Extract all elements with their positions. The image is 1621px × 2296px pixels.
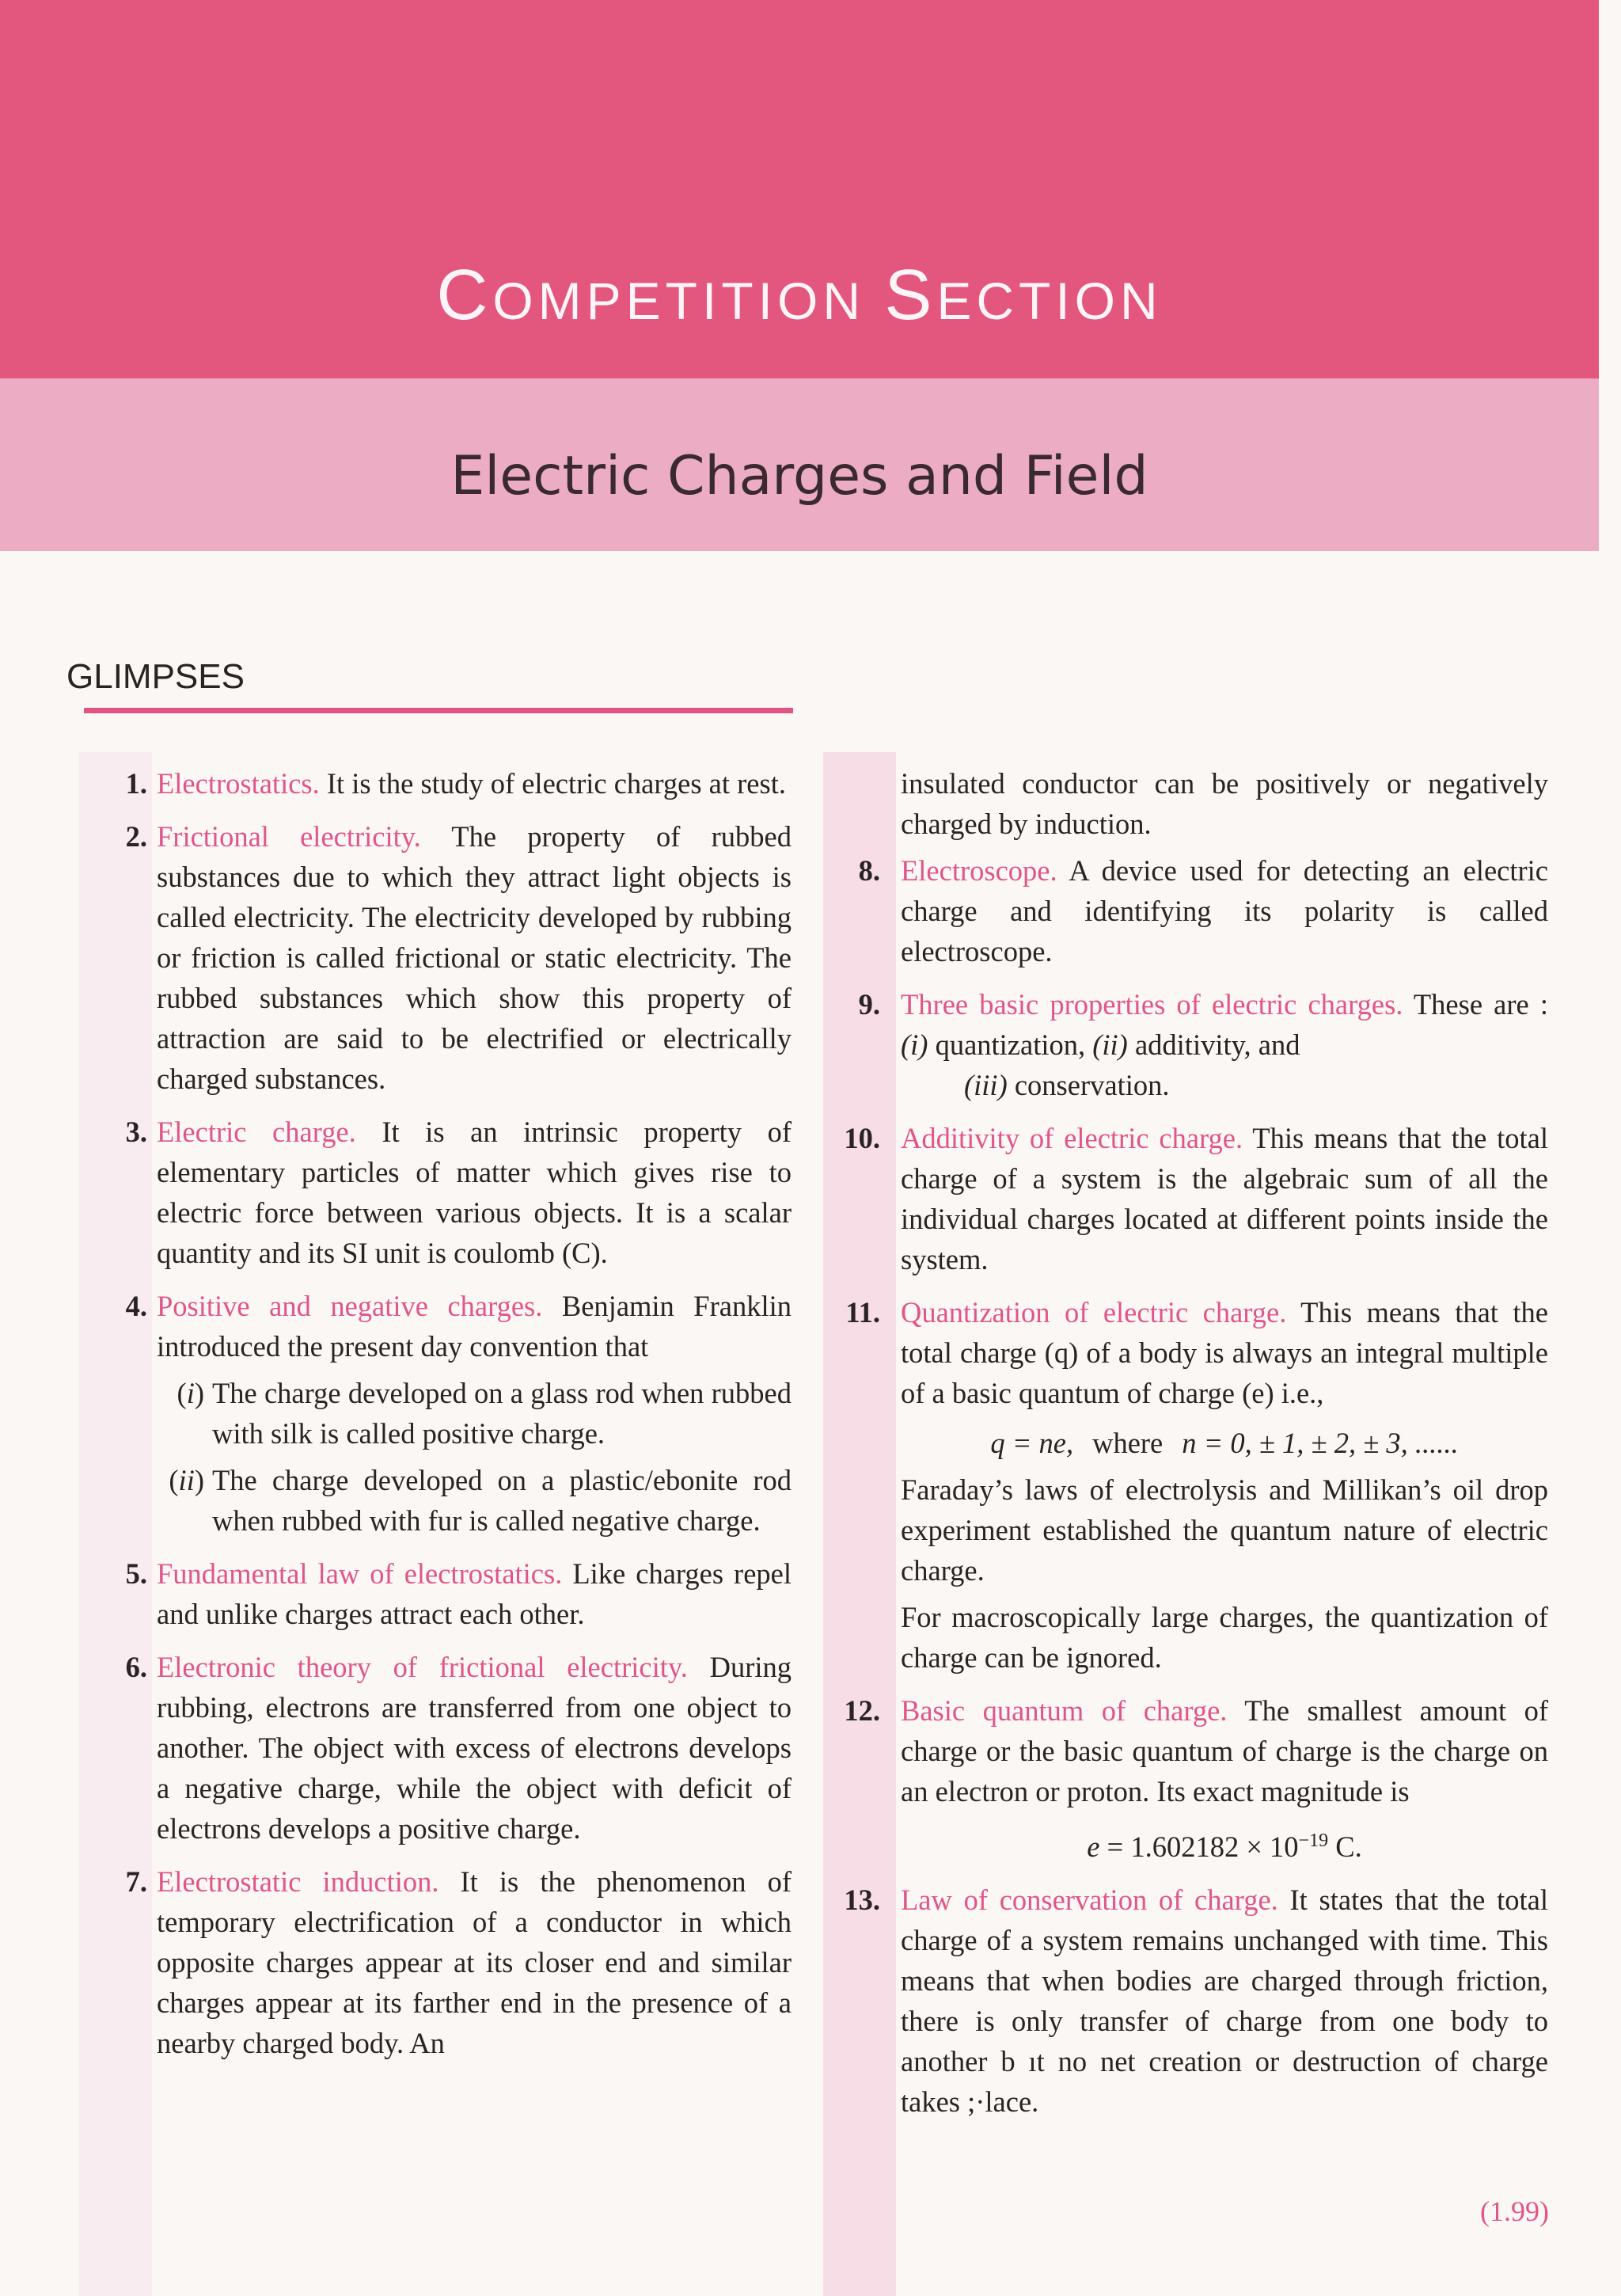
list-item: 7. Electrostatic induction. It is the phenomenon of temporary electrification of a conductor in which opposite charges appear at its closer end and similar charges appear at its farther end in the presence of a nearby charged body. An	[125, 1865, 792, 2059]
left-column	[87, 763, 792, 2076]
list-item: 6. Electronic theory of frictional electricity. During rubbing, electrons are transferred from one object to another. The object with excess of electrons develops a negative charge, while the object with deficit of electrons develops a positive charge.	[125, 1651, 792, 1845]
item-heading: Positive and negative charges.	[157, 1290, 543, 1322]
item-heading: Three basic properties of electric charges.	[901, 988, 1403, 1021]
electron-charge-formula: $e = 1.602182 \times 10^{-19}$ C.	[1087, 1830, 1362, 1864]
list-item: 11. Quantization of electric charge. This means that the total charge (q) of a body is always an integral multiple of a basic quantum of charge (e) i.e., q = ne, where n = 0, ± 1, ± 2, ± 3, ...... Faraday’s laws of electrolysis and Millikan’s oil drop experiment established the quantum nature of electric charge. For macroscopically large charges, the quantization of charge can be ignored.	[831, 1292, 1548, 1678]
item-heading: Fundamental law of electrostatics.	[157, 1557, 563, 1590]
sub-item: (ii) The charge developed on a plastic/ebonite rod when rubbed with fur is called negative charge.	[169, 1464, 792, 1537]
page-number: (1.99)	[1480, 2195, 1549, 2227]
item-heading: Electrostatic induction.	[157, 1865, 439, 1898]
list-item: 9. Three basic properties of electric charges. These are : (i) quantization, (ii) additivity, and (iii) conservation.	[858, 988, 1548, 1101]
list-item: 1. Electrostatics. It is the study of electric charges at rest.	[125, 767, 786, 800]
list-item: 3. Electric charge. It is an intrinsic property of elementary particles of matter which gives rise to electric force between various objects. It is a scalar quantity and its SI unit is coulomb (C).	[125, 1116, 792, 1269]
list-item: 12. Basic quantum of charge. The smallest amount of charge or the basic quantum of charge is the charge on an electron or proton. Its exact magnitude is $e = 1.602182 \times 10^{-19}$ C.	[831, 1690, 1548, 1867]
heading-rule	[84, 708, 793, 713]
glimpses-heading: GLIMPSES	[66, 657, 245, 696]
item-heading: Electronic theory of frictional electricity.	[157, 1651, 688, 1683]
continuation-text: insulated conductor can be positively or negatively charged by induction.	[901, 767, 1548, 840]
paragraph: For macroscopically large charges, the quantization of charge can be ignored.	[901, 1601, 1548, 1674]
item-heading: Electric charge.	[157, 1116, 356, 1148]
list-item: 2. Frictional electricity. The property of rubbed substances due to which they attract light objects is called electricity. The electricity developed by rubbing or friction is called frictional or static electricity. The rubbed substances which show this property of attraction are said to be electrified or electrically charged substances.	[125, 820, 792, 1095]
list-item: 4. Positive and negative charges. Benjamin Franklin introduced the present day convention that (i) The charge developed on a glass rod when rubbed with silk is called positive charge. (ii) The charge developed on a plastic/ebonite rod when rubbed with fur is called negative charge.	[87, 1286, 792, 1541]
item-heading: Frictional electricity.	[157, 820, 421, 853]
item-heading: Electroscope.	[901, 854, 1057, 887]
item-heading: Additivity of electric charge.	[901, 1122, 1243, 1154]
quantization-formula: q = ne, where n = 0, ± 1, ± 2, ± 3, ......	[990, 1427, 1459, 1459]
right-column	[831, 763, 1548, 2134]
item-heading: Law of conservation of charge.	[901, 1884, 1278, 1917]
item-heading: Quantization of electric charge.	[901, 1296, 1287, 1329]
list-item: 5. Fundamental law of electrostatics. Like charges repel and unlike charges attract each other.	[125, 1557, 792, 1630]
item-heading: Electrostatics.	[157, 767, 320, 800]
sub-item: (i) The charge developed on a glass rod when rubbed with silk is called positive charge.	[177, 1377, 792, 1450]
section-title: COMPETITION SECTION	[436, 256, 1163, 335]
list-item: 8. Electroscope. A device used for detecting an electric charge and identifying its polarity is called electroscope.	[858, 854, 1548, 967]
paragraph: Faraday’s laws of electrolysis and Millikan’s oil drop experiment established the quantum nature of electric charge.	[901, 1473, 1548, 1587]
chapter-title: Electric Charges and Field	[450, 445, 1148, 507]
list-item: 10. Additivity of electric charge. This means that the total charge of a system is the algebraic sum of all the individual charges located at different points inside the system.	[844, 1122, 1548, 1275]
item-heading: Basic quantum of charge.	[901, 1694, 1228, 1727]
list-item: 13. Law of conservation of charge. It states that the total charge of a system remains unchanged with time. This means that when bodies are charged through friction, there is only transfer of charge from one body to another b ıt no net creation or destruction of charge takes ;·lace.	[844, 1884, 1548, 2119]
